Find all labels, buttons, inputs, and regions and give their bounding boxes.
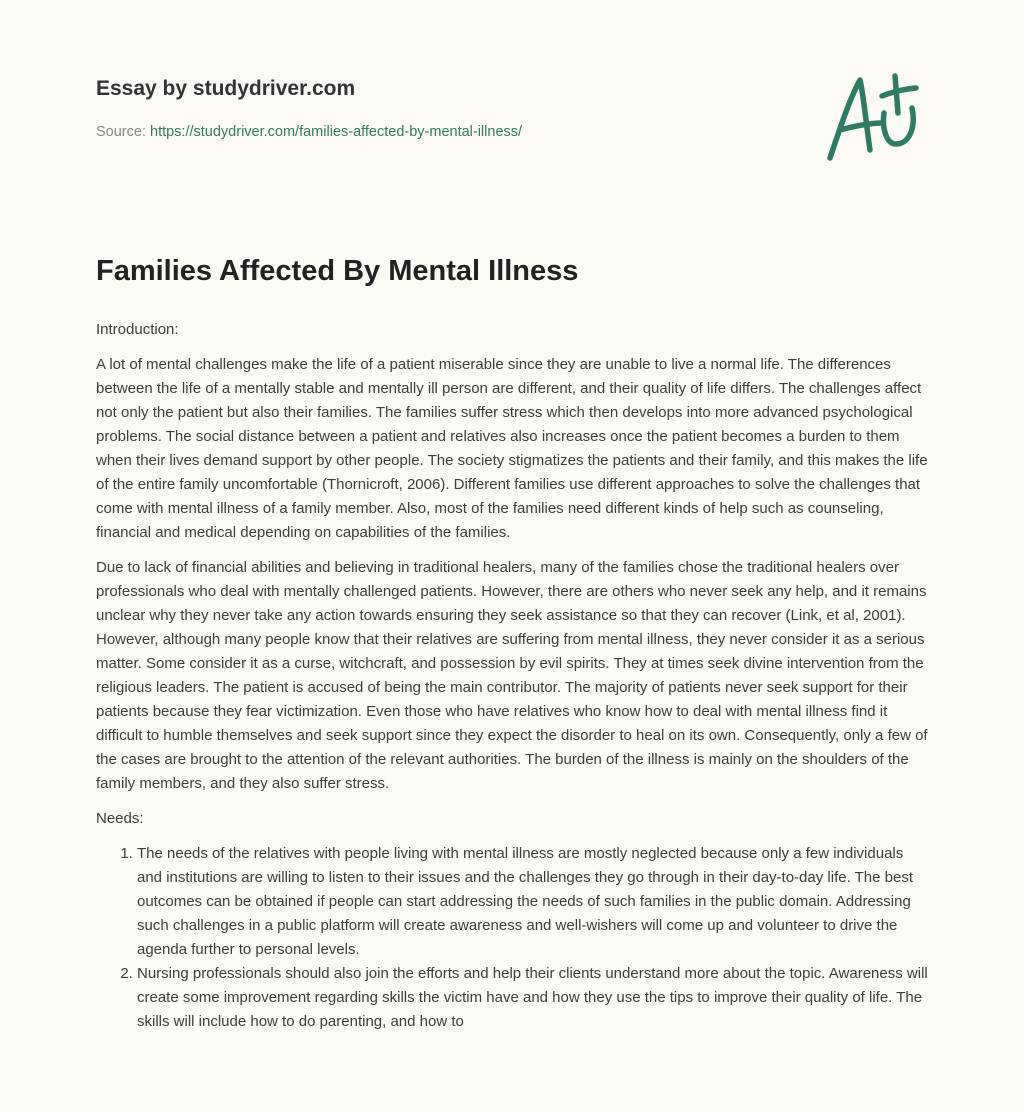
- paragraph: Due to lack of financial abilities and believing in traditional healers, many of the families chose the traditional healers over professionals who deal with mentally challenged patients. However, there are others who never seek any help, and it remains unclear why they never take any action towards ensuring they seek assistance so that they can recover (Link, et al, 2001). However, although many people know that their relatives are suffering from mental illness, they never consider it as a serious matter. Some consider it as a curse, witchcraft, and possession by evil spirits. They at times seek divine intervention from the religious leaders. The patient is accused of being the main contributor. The majority of patients never seek support for their patients because they fear victimization. Even those who have relatives who know how to deal with mental illness find it difficult to humble themselves and seek support since they expect the disorder to heal on its own. Consequently, only a few of the cases are brought to the attention of the relevant authorities. The burden of the illness is mainly on the shoulders of the family members, and they also suffer stress.: [96, 559, 928, 792]
- source-line: [96, 124, 522, 140]
- essay-body: [96, 318, 930, 1034]
- paragraph: A lot of mental challenges make the life of a patient miserable since they are unable to live a normal life. The differences between the life of a mentally stable and mentally ill person are different, and their quality of life differs. The challenges affect not only the patient but also their families. The families suffer stress which then develops into more advanced psychological problems. The social distance between a patient and relatives also increases once the patient becomes a burden to them when their lives demand support by other people. The society stigmatizes the patients and their family, and this makes the life of the entire family uncomfortable (Thornicroft, 2006). Different families use different approaches to solve the challenges that come with mental illness of a family member. Also, most of the families need different kinds of help such as counseling, financial and medical depending on capabilities of the families.: [96, 356, 928, 541]
- needs-list: [96, 842, 930, 1034]
- list-item: 1. The needs of the relatives with people living with mental illness are mostly neglected because only a few individuals and institutions are willing to listen to their issues and the challenges they go through in their day-to-day life. The best outcomes can be obtained if people can start addressing the needs of such families in the public domain. Addressing such challenges in a public platform will create awareness and well-wishers will come up and volunteer to drive the agenda further to personal levels.: [137, 842, 930, 962]
- intro-heading: Introduction:: [96, 321, 179, 338]
- essay-title: Families Affected By Mental Illness: [96, 255, 579, 287]
- source-link[interactable]: https://studydriver.com/families-affected-by-mental-illness/: [150, 124, 523, 140]
- a-plus-logo-icon: [820, 68, 930, 168]
- source-label: Source:: [96, 124, 150, 140]
- needs-heading: Needs:: [96, 810, 144, 827]
- list-item: 2. Nursing professionals should also join the efforts and help their clients understand more about the topic. Awareness will create some improvement regarding skills the victim have and how they use the tips to improve their quality of life. The skills will include how to do parenting, and how to: [137, 962, 930, 1034]
- site-brand: Essay by studydriver.com: [96, 77, 356, 100]
